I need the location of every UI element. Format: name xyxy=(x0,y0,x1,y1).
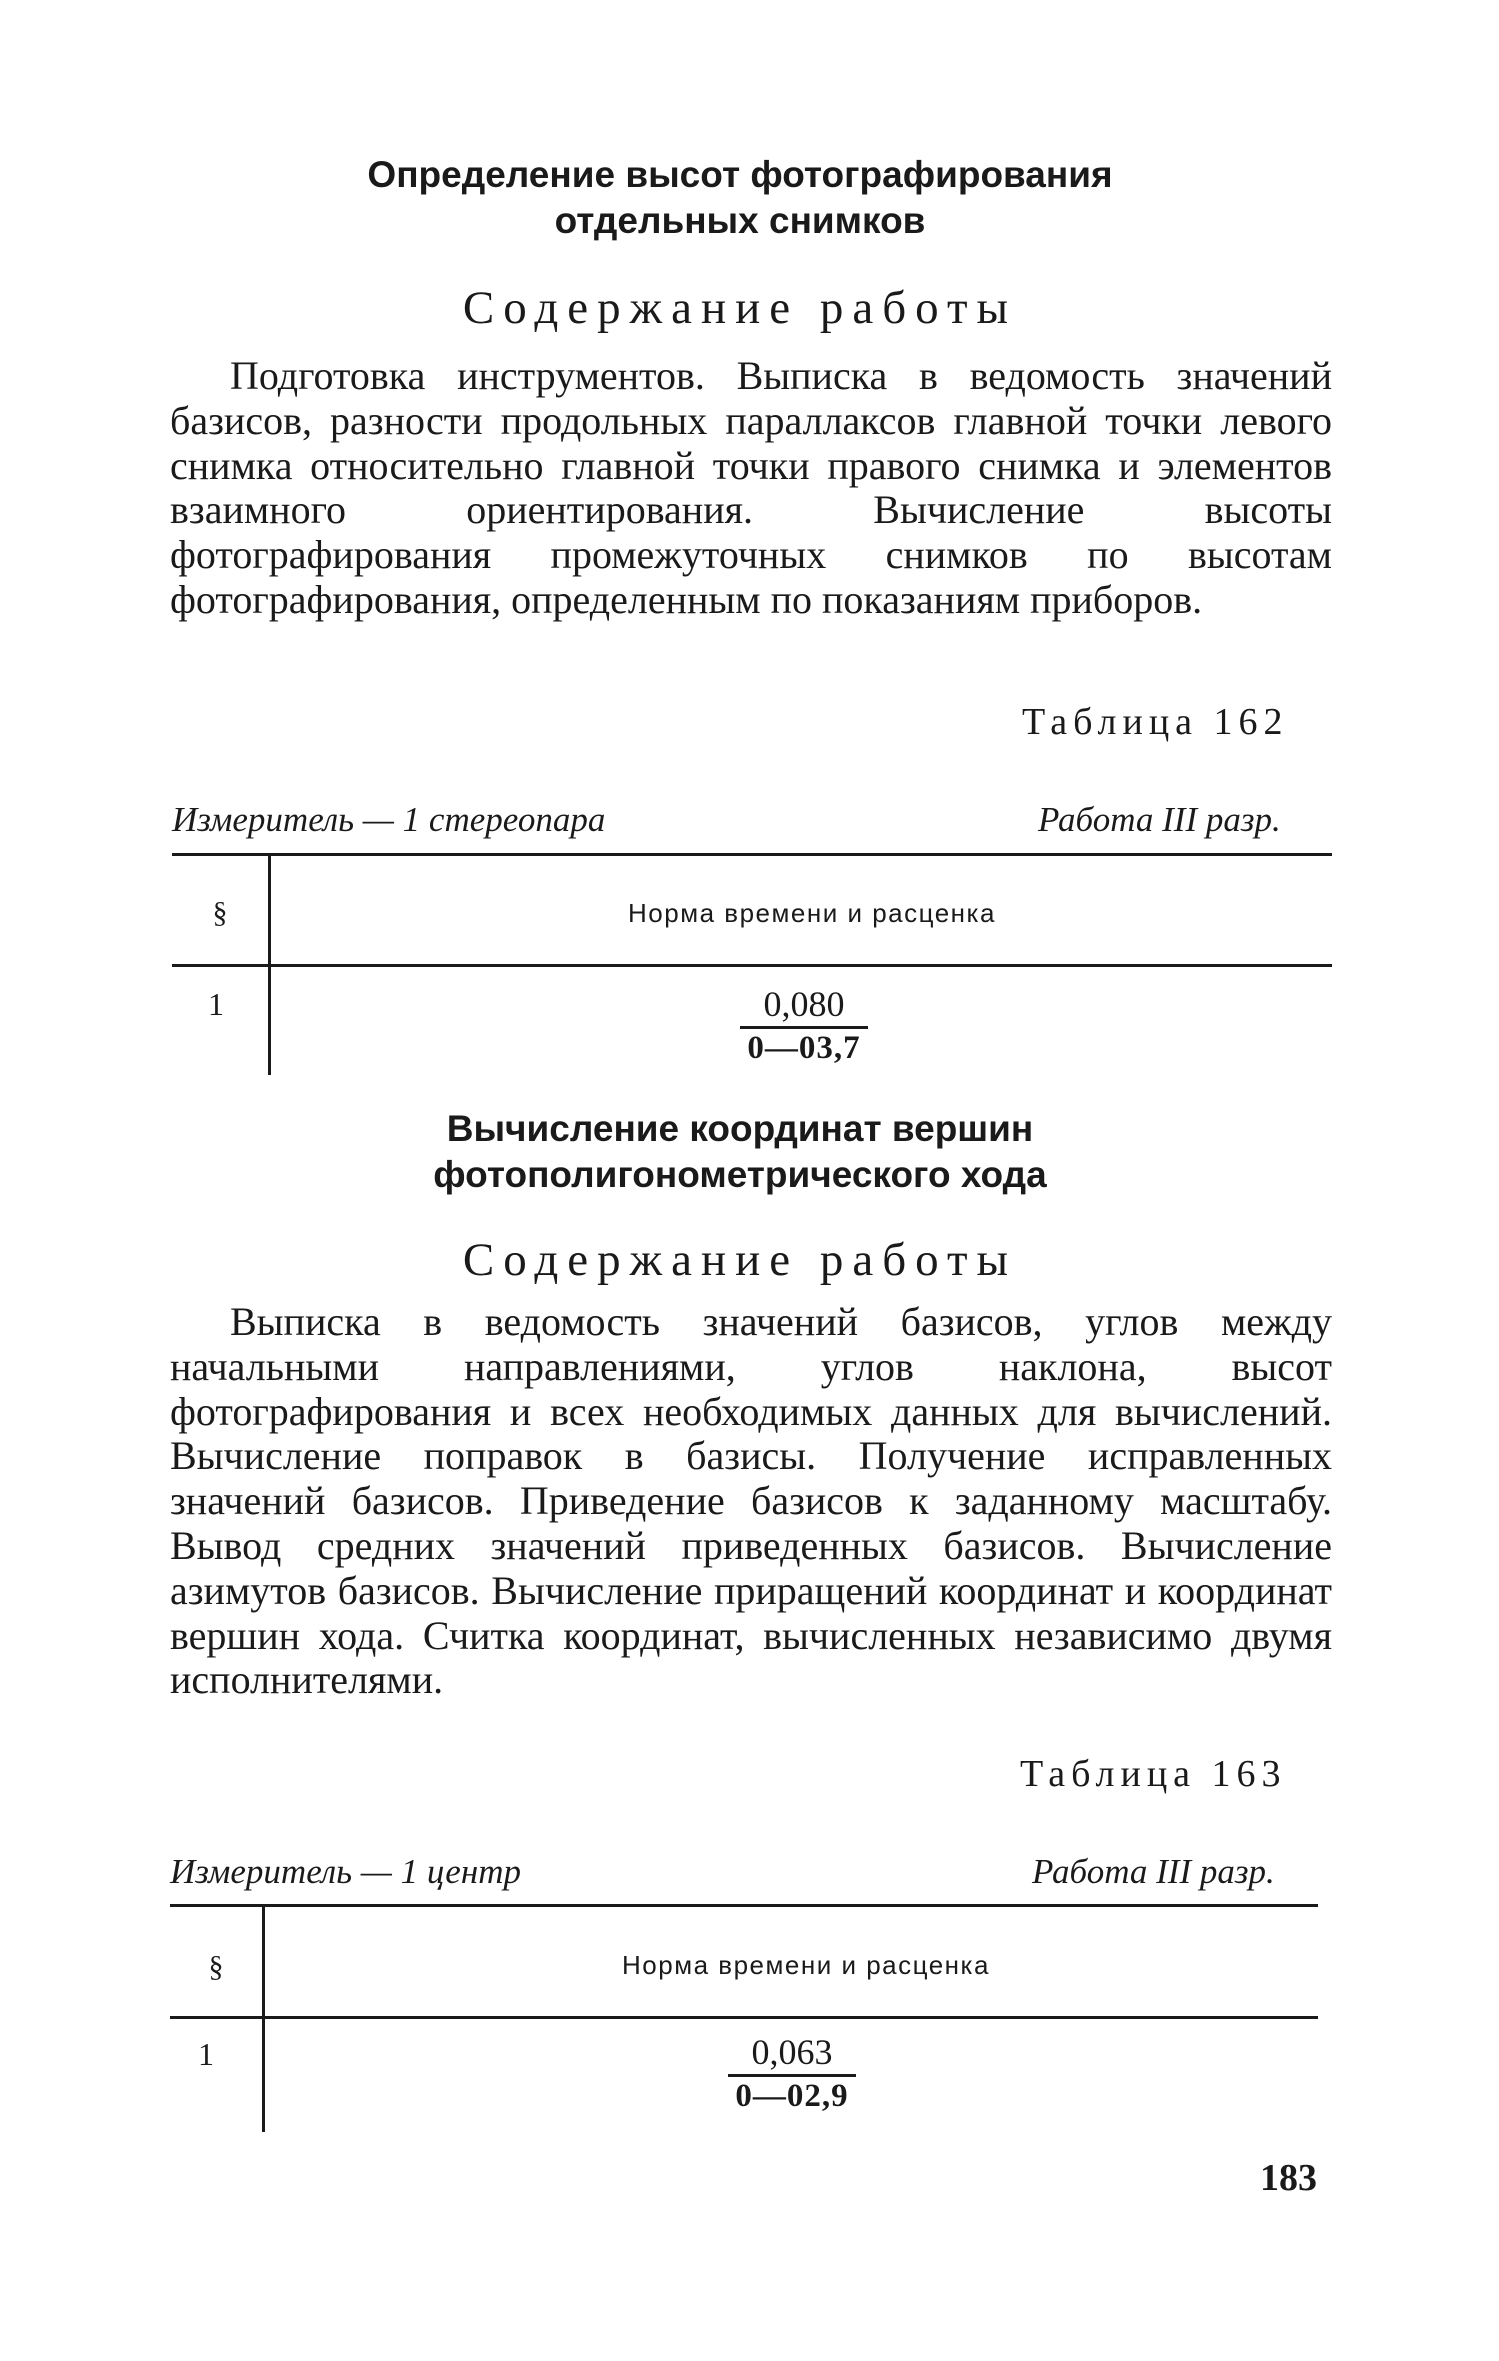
table2-top-rule xyxy=(170,1904,1318,1907)
table2-header-section: § xyxy=(208,1950,224,1983)
section2-paragraph: Выписка в ведомость значений базисов, углов между начальными направлениями, углов наклона, высот фотографирования и всех необходимых данных для вычислений. Вычисление поправок в базисы. Получение исправленных значений базисов. Приведение базисов к заданному масштабу. Вывод средних значений приведенных базисов. Вычисление азимутов базисов. Вычисление приращений координат и координат вершин хода. Считка координат, вычисленных независимо двумя исполнителями. xyxy=(170,1299,1332,1703)
table2-header-rule xyxy=(170,2016,1318,2019)
table1-top-rule xyxy=(172,853,1332,856)
table1-header-norm: Норма времени и расценка xyxy=(628,898,996,928)
table2-header-norm: Норма времени и расценка xyxy=(622,1950,990,1980)
section2-heading-line2: фотополигонометрического хода xyxy=(433,1154,1047,1195)
table2-row1-value xyxy=(692,2032,892,2115)
table2-measure: Измеритель — 1 центр xyxy=(170,1852,521,1891)
table2-row1-rate: 0—02,9 xyxy=(735,2078,849,2114)
section1-heading-line1: Определение высот фотографирования xyxy=(367,154,1113,195)
table2-label: Таблица 163 xyxy=(1020,1753,1287,1795)
table1-row1-time: 0,080 xyxy=(763,984,845,1024)
page-number: 183 xyxy=(1260,2157,1317,2199)
table2-row1-time: 0,063 xyxy=(751,2032,833,2072)
section1-subheading: Содержание работы xyxy=(462,282,1018,334)
table1-grade: Работа III разр. xyxy=(1038,800,1281,839)
table1-row1-number: 1 xyxy=(208,986,224,1022)
table1-row1-value xyxy=(704,984,904,1067)
table2-row1-number: 1 xyxy=(198,2036,214,2072)
section2-heading-line1: Вычисление координат вершин xyxy=(446,1108,1034,1149)
section1-paragraph: Подготовка инструментов. Выписка в ведомость значений базисов, разности продольных параллаксов главной точки левого снимка относительно главной точки правого снимка и элементов взаимного ориентирования. Вычисление высоты фотографирования промежуточных снимков по высотам фотографирования, определенным по показаниям приборов. xyxy=(170,353,1332,622)
table1-measure: Измеритель — 1 стереопара xyxy=(172,800,606,839)
table1-label: Таблица 162 xyxy=(1022,701,1289,743)
section2-subheading: Содержание работы xyxy=(462,1234,1018,1286)
table1-header-section: § xyxy=(212,896,228,929)
table2-column-divider xyxy=(262,1906,265,2132)
table2-grade: Работа III разр. xyxy=(1032,1852,1275,1891)
table1-row1-rate: 0—03,7 xyxy=(747,1030,861,1066)
table1-header-rule xyxy=(172,964,1332,967)
section1-heading-line2: отдельных снимков xyxy=(554,200,926,241)
